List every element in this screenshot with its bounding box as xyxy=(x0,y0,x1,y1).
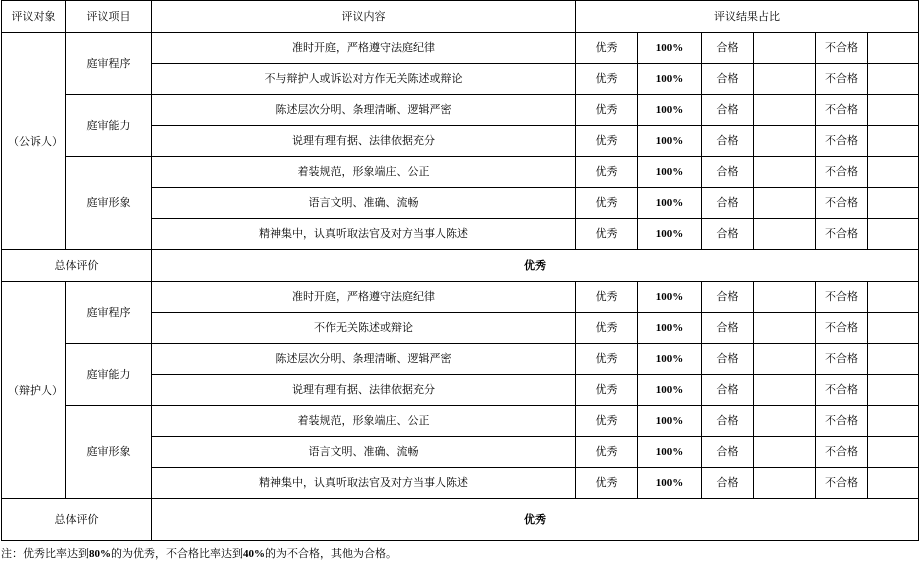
evaluation-item: 庭审程序 xyxy=(66,33,152,95)
fail-ratio xyxy=(868,33,919,64)
evaluation-content: 着装规范，形象端庄、公正 xyxy=(152,157,576,188)
pass-ratio xyxy=(754,406,816,437)
fail-label: 不合格 xyxy=(816,468,868,499)
fail-ratio xyxy=(868,344,919,375)
fail-label: 不合格 xyxy=(816,282,868,313)
evaluation-content: 准时开庭，严格遵守法庭纪律 xyxy=(152,33,576,64)
fail-label: 不合格 xyxy=(816,95,868,126)
evaluation-table xyxy=(1,0,919,541)
fail-ratio xyxy=(868,282,919,313)
excellent-ratio: 100% xyxy=(638,64,702,95)
fail-label: 不合格 xyxy=(816,33,868,64)
excellent-label: 优秀 xyxy=(576,126,638,157)
evaluation-content: 语言文明、准确、流畅 xyxy=(152,188,576,219)
pass-label: 合格 xyxy=(702,313,754,344)
fail-ratio xyxy=(868,313,919,344)
pass-ratio xyxy=(754,95,816,126)
fail-label: 不合格 xyxy=(816,188,868,219)
fail-ratio xyxy=(868,95,919,126)
fail-ratio xyxy=(868,468,919,499)
pass-ratio xyxy=(754,282,816,313)
fail-ratio xyxy=(868,188,919,219)
summary-value: 优秀 xyxy=(152,499,919,541)
fail-label: 不合格 xyxy=(816,64,868,95)
footnote xyxy=(1,545,919,561)
fail-label: 不合格 xyxy=(816,375,868,406)
excellent-ratio: 100% xyxy=(638,313,702,344)
excellent-ratio: 100% xyxy=(638,95,702,126)
evaluation-content: 语言文明、准确、流畅 xyxy=(152,437,576,468)
pass-label: 合格 xyxy=(702,126,754,157)
pass-label: 合格 xyxy=(702,437,754,468)
evaluation-content: 陈述层次分明、条理清晰、逻辑严密 xyxy=(152,344,576,375)
fail-label: 不合格 xyxy=(816,406,868,437)
excellent-label: 优秀 xyxy=(576,437,638,468)
evaluation-item: 庭审能力 xyxy=(66,344,152,406)
fail-ratio xyxy=(868,406,919,437)
excellent-label: 优秀 xyxy=(576,64,638,95)
fail-ratio xyxy=(868,126,919,157)
pass-label: 合格 xyxy=(702,468,754,499)
summary-row xyxy=(2,499,919,541)
header-result-ratio: 评议结果占比 xyxy=(576,1,919,33)
pass-ratio xyxy=(754,33,816,64)
evaluation-content: 着装规范，形象端庄、公正 xyxy=(152,406,576,437)
footnote-fail-threshold: 40% xyxy=(243,548,265,560)
pass-ratio xyxy=(754,344,816,375)
excellent-label: 优秀 xyxy=(576,406,638,437)
fail-ratio xyxy=(868,157,919,188)
excellent-ratio: 100% xyxy=(638,375,702,406)
fail-label: 不合格 xyxy=(816,437,868,468)
pass-label: 合格 xyxy=(702,282,754,313)
table-body xyxy=(2,1,919,541)
summary-row xyxy=(2,250,919,282)
fail-label: 不合格 xyxy=(816,313,868,344)
evaluation-item: 庭审形象 xyxy=(66,406,152,499)
header-evaluation-content: 评议内容 xyxy=(152,1,576,33)
excellent-ratio: 100% xyxy=(638,406,702,437)
header-evaluation-object: 评议对象 xyxy=(2,1,66,33)
fail-label: 不合格 xyxy=(816,126,868,157)
excellent-label: 优秀 xyxy=(576,313,638,344)
pass-label: 合格 xyxy=(702,344,754,375)
pass-ratio xyxy=(754,468,816,499)
excellent-label: 优秀 xyxy=(576,375,638,406)
evaluation-object: （辩护人） xyxy=(2,282,66,499)
evaluation-item: 庭审能力 xyxy=(66,95,152,157)
evaluation-content: 说理有理有据、法律依据充分 xyxy=(152,375,576,406)
header-evaluation-item: 评议项目 xyxy=(66,1,152,33)
table-row xyxy=(2,33,919,64)
excellent-ratio: 100% xyxy=(638,437,702,468)
evaluation-content: 陈述层次分明、条理清晰、逻辑严密 xyxy=(152,95,576,126)
excellent-ratio: 100% xyxy=(638,33,702,64)
evaluation-item: 庭审程序 xyxy=(66,282,152,344)
fail-ratio xyxy=(868,64,919,95)
excellent-ratio: 100% xyxy=(638,188,702,219)
summary-label: 总体评价 xyxy=(2,499,152,541)
evaluation-content: 准时开庭，严格遵守法庭纪律 xyxy=(152,282,576,313)
table-row xyxy=(2,157,919,188)
pass-label: 合格 xyxy=(702,33,754,64)
summary-label: 总体评价 xyxy=(2,250,152,282)
evaluation-content: 不与辩护人或诉讼对方作无关陈述或辩论 xyxy=(152,64,576,95)
excellent-label: 优秀 xyxy=(576,468,638,499)
evaluation-item: 庭审形象 xyxy=(66,157,152,250)
excellent-ratio: 100% xyxy=(638,126,702,157)
excellent-ratio: 100% xyxy=(638,282,702,313)
pass-label: 合格 xyxy=(702,219,754,250)
pass-label: 合格 xyxy=(702,406,754,437)
excellent-label: 优秀 xyxy=(576,95,638,126)
pass-ratio xyxy=(754,64,816,95)
pass-label: 合格 xyxy=(702,95,754,126)
excellent-label: 优秀 xyxy=(576,33,638,64)
evaluation-content: 不作无关陈述或辩论 xyxy=(152,313,576,344)
summary-value: 优秀 xyxy=(152,250,919,282)
evaluation-object: （公诉人） xyxy=(2,33,66,250)
evaluation-content: 精神集中，认真听取法官及对方当事人陈述 xyxy=(152,468,576,499)
table-row xyxy=(2,282,919,313)
excellent-ratio: 100% xyxy=(638,219,702,250)
pass-ratio xyxy=(754,219,816,250)
footnote-suffix: 的为不合格，其他为合格。 xyxy=(265,547,397,560)
table-row xyxy=(2,95,919,126)
excellent-label: 优秀 xyxy=(576,188,638,219)
pass-label: 合格 xyxy=(702,375,754,406)
pass-ratio xyxy=(754,188,816,219)
evaluation-content: 精神集中，认真听取法官及对方当事人陈述 xyxy=(152,219,576,250)
fail-label: 不合格 xyxy=(816,344,868,375)
fail-ratio xyxy=(868,219,919,250)
footnote-middle: 的为优秀，不合格比率达到 xyxy=(111,547,243,560)
excellent-ratio: 100% xyxy=(638,157,702,188)
table-row xyxy=(2,344,919,375)
excellent-label: 优秀 xyxy=(576,157,638,188)
table-row xyxy=(2,406,919,437)
excellent-label: 优秀 xyxy=(576,344,638,375)
pass-label: 合格 xyxy=(702,188,754,219)
evaluation-content: 说理有理有据、法律依据充分 xyxy=(152,126,576,157)
footnote-prefix: 注：优秀比率达到 xyxy=(1,547,89,560)
excellent-label: 优秀 xyxy=(576,219,638,250)
footnote-excellent-threshold: 80% xyxy=(89,548,111,560)
fail-ratio xyxy=(868,375,919,406)
excellent-label: 优秀 xyxy=(576,282,638,313)
pass-ratio xyxy=(754,157,816,188)
fail-label: 不合格 xyxy=(816,219,868,250)
pass-ratio xyxy=(754,375,816,406)
fail-label: 不合格 xyxy=(816,157,868,188)
pass-ratio xyxy=(754,437,816,468)
header-row xyxy=(2,1,919,33)
excellent-ratio: 100% xyxy=(638,344,702,375)
excellent-ratio: 100% xyxy=(638,468,702,499)
pass-label: 合格 xyxy=(702,64,754,95)
pass-ratio xyxy=(754,313,816,344)
fail-ratio xyxy=(868,437,919,468)
pass-label: 合格 xyxy=(702,157,754,188)
pass-ratio xyxy=(754,126,816,157)
